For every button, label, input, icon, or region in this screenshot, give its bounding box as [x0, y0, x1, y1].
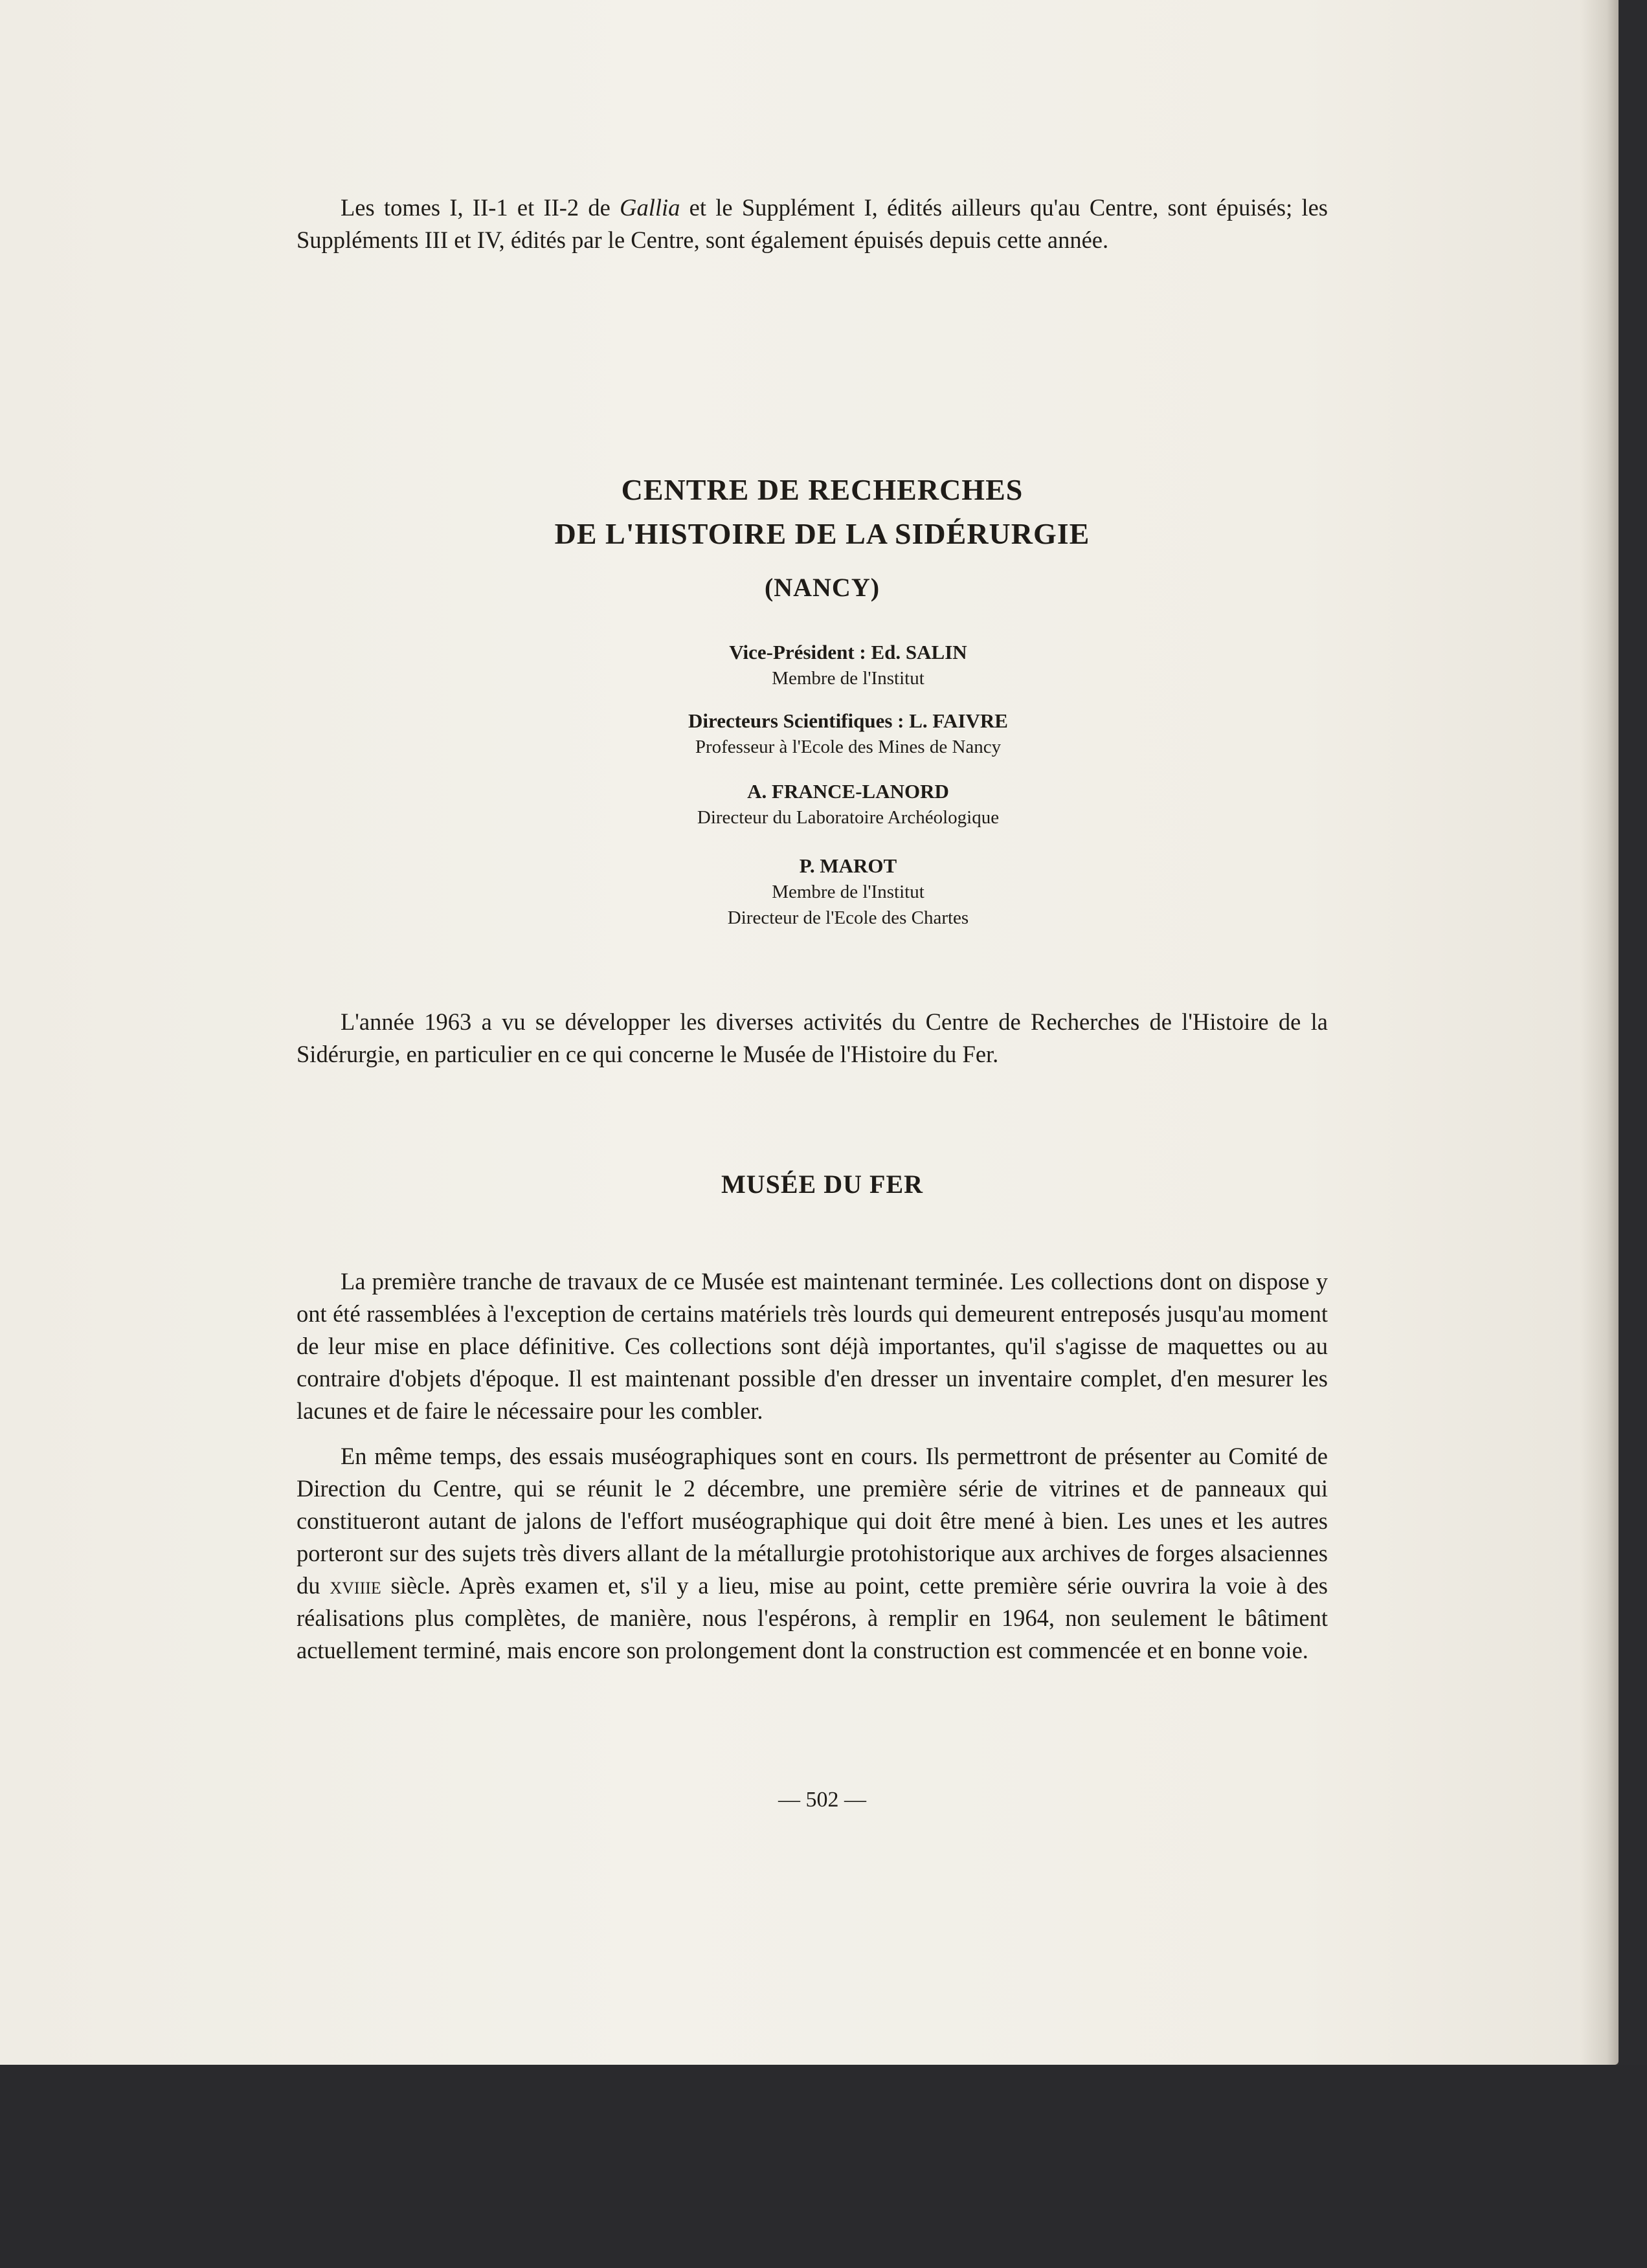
officer-role: Membre de l'Institut — [772, 668, 924, 689]
officer-name: A. FRANCE-LANORD — [747, 780, 949, 803]
intro-text-end: et le Supplément I, édités ailleurs qu'au Centre, sont épuisés; les Suppléments III et IV, édités par le Centre, sont également épuisés depuis cette année. — [297, 194, 1328, 253]
page-title-line-1: CENTRE DE RECHERCHES — [621, 473, 1024, 506]
officer-name: Directeurs Scientifiques : L. FAIVRE — [688, 709, 1008, 732]
officer-scientific-director-faivre — [26, 708, 1647, 760]
body-paragraph — [297, 1440, 1328, 1667]
century-numeral: xviiie — [330, 1572, 381, 1599]
page-edge-shadow — [1580, 0, 1619, 2065]
officer-vice-president — [26, 639, 1647, 691]
officer-role: Professeur à l'Ecole des Mines de Nancy — [695, 737, 1002, 757]
officer-name: Vice-Président : Ed. SALIN — [729, 641, 967, 663]
intro-paragraph — [297, 192, 1328, 256]
page-title-location: (NANCY) — [764, 573, 880, 602]
officer-role: Directeur du Laboratoire Archéologique — [697, 807, 1000, 828]
officer-scientific-director-france-lanord — [26, 779, 1647, 830]
scanner-background — [0, 2065, 1647, 2268]
intro-italic-title: Gallia — [620, 194, 680, 221]
musee-section-body — [297, 1265, 1328, 1667]
page-title-line-2: DE L'HISTOIRE DE LA SIDÉRURGIE — [554, 517, 1090, 550]
paragraph-text-start: En même temps, des essais muséographiques sont en cours. Ils permettront de présenter au Comité de Direction du Centre, qui se réunit le 2 décembre, une première série de vitrines et de panneaux qui constitueront autant de jalons de l'effort muséographique qui doit être mené à bien. Les unes et les autres porteront sur des sujets très divers allant de la métallurgie protohistorique aux archives de forges alsaciennes du — [297, 1443, 1328, 1599]
body-paragraph: La première tranche de travaux de ce Musée est maintenant terminée. Les collections dont on dispose y ont été rassemblées à l'exception de certains matériels très lourds qui demeurent entreposés jusqu'au moment de leur mise en place définitive. Ces collections sont déjà importantes, qu'il s'agisse de maquettes ou au contraire d'objets d'époque. Il est maintenant possible d'en dresser un inventaire complet, d'en mesurer les lacunes et de faire le nécessaire pour les combler. — [297, 1268, 1328, 1424]
officer-name: P. MAROT — [799, 854, 897, 877]
intro-text-start: Les tomes I, II-1 et II-2 de — [341, 194, 620, 221]
paragraph-text-end: siècle. Après examen et, s'il y a lieu, mise au point, cette première série ouvrira la voie à des réalisations plus complètes, de manière, nous l'espérons, à remplir en 1964, non seulement le bâtiment actuellement terminé, mais encore son prolongement dont la construction est commencée et en bonne voie. — [297, 1572, 1328, 1663]
body-paragraph: L'année 1963 a vu se développer les diverses activités du Centre de Recherches de l'Histoire de la Sidérurgie, en particulier en ce qui concerne le Musée de l'Histoire du Fer. — [297, 1008, 1328, 1067]
officer-role: Membre de l'Institut — [772, 882, 924, 902]
section-title: MUSÉE DU FER — [721, 1170, 924, 1199]
officer-role: Directeur de l'Ecole des Chartes — [727, 907, 969, 928]
officer-scientific-director-marot — [26, 853, 1647, 931]
page-number: — 502 — — [778, 1788, 866, 1812]
activity-paragraph-1963 — [297, 1006, 1328, 1071]
